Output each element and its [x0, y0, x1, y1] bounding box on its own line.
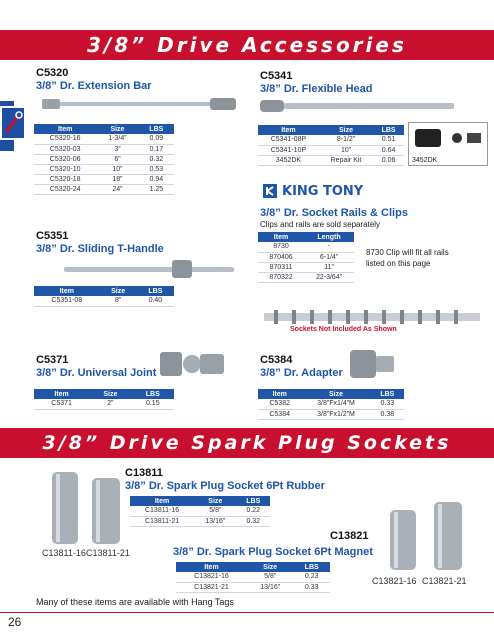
cell: C5320-06 — [34, 154, 96, 164]
cell: 0.09 — [139, 134, 174, 144]
col-header: Length — [304, 232, 354, 242]
socket-rail-image — [262, 305, 482, 327]
cell: 8730 — [258, 242, 304, 252]
cell: 11” — [304, 262, 354, 272]
page-number: 26 — [8, 615, 22, 629]
cell: 24” — [96, 184, 138, 194]
col-header: Item — [176, 562, 247, 572]
repair-kit-label: 3452DK — [412, 157, 438, 164]
cell: C13811-21 — [130, 516, 194, 526]
cell: C5320-24 — [34, 184, 96, 194]
cell: 5/8” — [194, 506, 236, 516]
c5371-code: C5371 — [36, 354, 69, 366]
rails-subtitle: Clips and rails are sold separately — [260, 220, 381, 229]
flexible-head-image — [258, 97, 458, 115]
c5341-table — [258, 125, 404, 166]
col-header: Item — [258, 232, 304, 242]
t-handle-image — [60, 258, 240, 282]
cell: 3/8”Fx1/2”M — [301, 409, 370, 419]
table-row — [130, 516, 270, 526]
col-header: Item — [258, 125, 319, 135]
col-header: Size — [96, 124, 138, 134]
spark-plug-socket-rubber-image — [48, 470, 128, 546]
table-row — [34, 154, 174, 164]
c5320-code: C5320 — [36, 67, 69, 79]
table-row — [258, 135, 404, 145]
table-row — [258, 252, 354, 262]
table-row — [258, 409, 404, 419]
brand-name: KING TONY — [282, 183, 364, 199]
cell: C5320-16 — [34, 134, 96, 144]
extension-bar-image — [40, 94, 240, 114]
col-header: LBS — [373, 125, 404, 135]
table-row — [130, 506, 270, 516]
cell: 3/8”Fx1/4”M — [301, 399, 370, 409]
c5341-code: C5341 — [260, 70, 293, 82]
cell: C5320-03 — [34, 144, 96, 154]
c13821-code: C13821 — [330, 530, 369, 542]
cell: C5371 — [34, 399, 89, 409]
cell: C5320-18 — [34, 174, 96, 184]
cell: - — [304, 242, 354, 252]
col-header: LBS — [371, 389, 404, 399]
col-header: Size — [319, 125, 373, 135]
col-header: LBS — [139, 124, 174, 134]
cell: C5341-10P — [258, 145, 319, 155]
col-header: LBS — [237, 496, 271, 506]
cell: Repair Kit — [319, 155, 373, 165]
cell: 10” — [96, 164, 138, 174]
table-row — [258, 145, 404, 155]
col-header: Size — [100, 286, 137, 296]
cell: 1-3/4” — [96, 134, 138, 144]
c13821-16-caption: C13821-16 — [372, 576, 417, 586]
table-row — [34, 174, 174, 184]
col-header: LBS — [293, 562, 330, 572]
col-header: LBS — [132, 389, 174, 399]
table-row — [258, 272, 354, 282]
cell: 0.22 — [237, 506, 271, 516]
brand-logo — [262, 183, 363, 199]
rails-table — [258, 232, 354, 283]
cell: 0.40 — [137, 296, 174, 306]
cell: 13/16” — [247, 582, 293, 592]
table-row — [258, 242, 354, 252]
c5341-title: 3/8” Dr. Flexible Head — [260, 83, 373, 95]
c13821-table — [176, 562, 330, 593]
cell: 10” — [319, 145, 373, 155]
repair-kit-image — [408, 122, 488, 166]
c5384-title: 3/8” Dr. Adapter — [260, 367, 343, 379]
table-row — [176, 572, 330, 582]
rails-clip-note: 8730 Clip will fit all rails listed on this page — [366, 248, 449, 268]
adapter-image — [346, 342, 400, 384]
table-row — [258, 399, 404, 409]
col-header: Size — [247, 562, 293, 572]
cell: C13821-21 — [176, 582, 247, 592]
cell: C13811-16 — [130, 506, 194, 516]
c13821-21-caption: C13821-21 — [422, 576, 467, 586]
cell: 0.17 — [139, 144, 174, 154]
table-row — [34, 164, 174, 174]
cell: 0.33 — [371, 399, 404, 409]
cell: 0.38 — [371, 409, 404, 419]
cell: 5/8” — [247, 572, 293, 582]
col-header: Item — [34, 389, 89, 399]
c5351-table — [34, 286, 174, 307]
c13811-16-caption: C13811-16 — [42, 548, 86, 558]
table-row — [34, 184, 174, 194]
cell: 0.64 — [373, 145, 404, 155]
hang-tag-note: Many of these items are available with Hang Tags — [36, 597, 234, 607]
cell: 0.15 — [132, 399, 174, 409]
col-header: Item — [34, 286, 100, 296]
cell: 22-3/64” — [304, 272, 354, 282]
cell: 6” — [96, 154, 138, 164]
cell: 13/16” — [194, 516, 236, 526]
cell: 3” — [96, 144, 138, 154]
c5384-code: C5384 — [260, 354, 293, 366]
table-row — [176, 582, 330, 592]
cell: 2” — [89, 399, 131, 409]
col-header: Size — [89, 389, 131, 399]
section-banner-spark-plug: 3/8” Drive Spark Plug Sockets — [0, 428, 494, 458]
cell: 870311 — [258, 262, 304, 272]
cell: 3452DK — [258, 155, 319, 165]
table-row — [34, 296, 174, 306]
c5384-table — [258, 389, 404, 420]
c13811-code: C13811 — [125, 467, 163, 479]
c13811-table — [130, 496, 270, 527]
table-row — [34, 144, 174, 154]
cell: 1.25 — [139, 184, 174, 194]
cell: C5384 — [258, 409, 301, 419]
section-banner-accessories: 3/8” Drive Accessories — [0, 30, 494, 60]
rails-caption: Sockets Not Included As Shown — [290, 326, 397, 333]
cell: 18” — [96, 174, 138, 184]
cell: C5341-08P — [258, 135, 319, 145]
cell: C5351-08 — [34, 296, 100, 306]
col-header: LBS — [137, 286, 174, 296]
cell: 0.53 — [139, 164, 174, 174]
col-header: Size — [301, 389, 370, 399]
cell: 0.23 — [293, 572, 330, 582]
c5371-title: 3/8” Dr. Universal Joint — [36, 367, 157, 379]
c13811-title: 3/8” Dr. Spark Plug Socket 6Pt Rubber — [125, 480, 325, 492]
col-header: Size — [194, 496, 236, 506]
cell: C13821-16 — [176, 572, 247, 582]
table-row — [34, 134, 174, 144]
c13811-21-caption: C13811-21 — [86, 548, 130, 558]
cell: 8-1/2” — [319, 135, 373, 145]
table-row — [258, 155, 404, 165]
c5351-title: 3/8” Dr. Sliding T-Handle — [36, 243, 164, 255]
cell: 0.94 — [139, 174, 174, 184]
cell: 8” — [100, 296, 137, 306]
cell: 6-1/4” — [304, 252, 354, 262]
universal-joint-image — [158, 342, 228, 384]
footer-divider — [0, 612, 494, 613]
cell: 0.32 — [139, 154, 174, 164]
cell: 0.51 — [373, 135, 404, 145]
table-row — [34, 399, 174, 409]
cell: 0.06 — [373, 155, 404, 165]
spark-plug-socket-magnet-image — [384, 500, 474, 572]
table-row — [258, 262, 354, 272]
col-header: Item — [34, 124, 96, 134]
c5320-table — [34, 124, 174, 195]
c5351-code: C5351 — [36, 230, 69, 242]
cell: 0.32 — [237, 516, 271, 526]
cell: 870406 — [258, 252, 304, 262]
cell: C5382 — [258, 399, 301, 409]
col-header: Item — [130, 496, 194, 506]
cell: C5320-10 — [34, 164, 96, 174]
c13821-title: 3/8” Dr. Spark Plug Socket 6Pt Magnet — [173, 546, 373, 558]
cell: 870322 — [258, 272, 304, 282]
c5320-title: 3/8” Dr. Extension Bar — [36, 80, 152, 92]
col-header: Item — [258, 389, 301, 399]
cell: 0.33 — [293, 582, 330, 592]
c5371-table — [34, 389, 174, 410]
rails-title: 3/8” Dr. Socket Rails & Clips — [260, 207, 408, 219]
wrench-tab-icon — [0, 106, 26, 140]
